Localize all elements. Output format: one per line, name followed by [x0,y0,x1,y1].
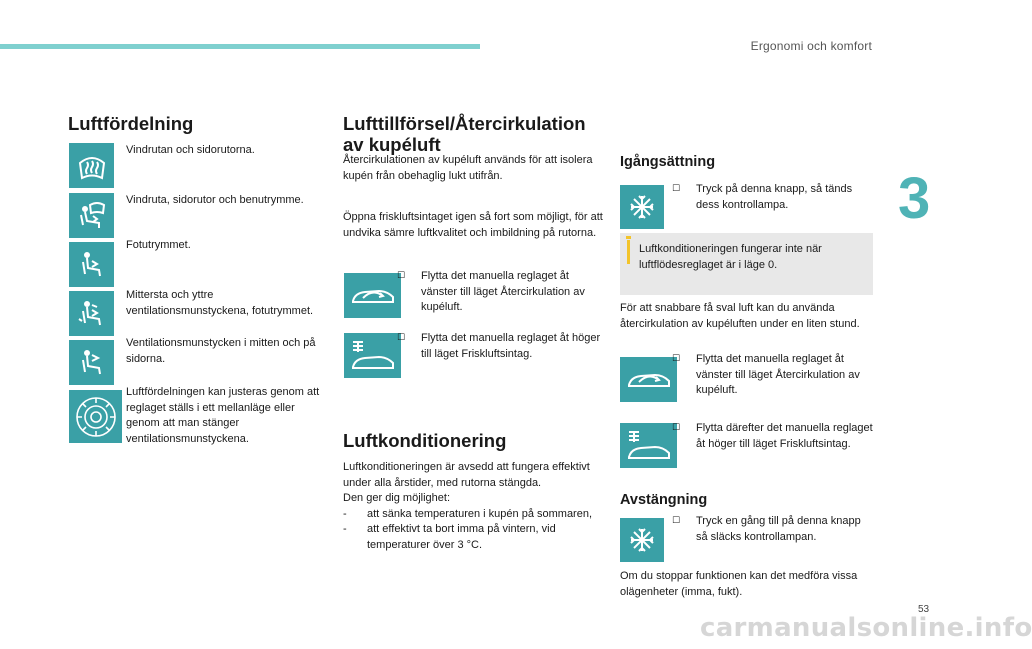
windshield-defrost-icon [69,143,114,188]
title-line: Lufttillförsel/Återcirkulation [343,113,586,134]
list-item: - att sänka temperaturen i kupén på sommaren, [343,507,593,520]
bullet-recirculation [672,352,877,399]
bullet-fresh-air [672,421,877,452]
section-header: Ergonomi och komfort [750,39,872,53]
checkbox-icon: ☐ [672,184,681,194]
header-accent-bar [0,44,480,49]
list-item-text: att sänka temperaturen i kupén på sommaren, [367,507,593,520]
ac-benefit-intro: Den ger dig möjlighet: [343,492,451,504]
bullet-text: Flytta det manuella reglaget åt vänster till läget Återcirkulation av kupéluft. [421,270,585,313]
ac-button-icon [620,185,664,229]
chapter-number: 3 [898,166,931,231]
ac-benefit-list [343,507,603,554]
stop-paragraph: Om du stoppar funktionen kan det medföra vissa olägenheter (imma, fukt). [620,570,858,598]
fresh-air-paragraph: Öppna friskluftsintaget igen så fort som möjligt, för att undvika sämre luftkvalitet och imbildning på rutorna. [343,211,603,239]
bullet-start [672,182,872,213]
checkbox-icon: ☐ [397,271,406,281]
section-title-avstangning: Avstängning [620,492,708,508]
section-title-igangsattning: Igångsättning [620,154,716,170]
windshield-feet-icon [69,193,114,238]
info-box [620,233,873,295]
vents-feet-icon [69,291,114,336]
info-icon-bar [627,240,630,264]
item-text: Mittersta och yttre ventilationsmunstyckena, fotutrymmet. [126,289,314,317]
checkbox-icon: ☐ [672,354,681,364]
intro-paragraph: Återcirkulationen av kupéluft används för att isolera kupén från obehaglig lukt utifrån. [343,154,593,182]
page-number: 53 [918,604,930,615]
section-title-lufttillforsel [343,113,586,155]
quick-cool-paragraph: För att snabbare få sval luft kan du använda återcirkulation av kupéluften under en liten stund. [620,302,860,330]
bullet-text: Flytta därefter det manuella reglaget åt höger till läget Friskluftsintag. [696,422,873,450]
checkbox-icon: ☐ [672,516,681,526]
section-title-luftkonditionering: Luftkonditionering [343,430,507,451]
fresh-air-icon [620,423,677,468]
vents-airflow-icon [69,340,114,385]
bullet-recirculation [397,269,602,316]
bullet-text: Tryck på denna knapp, så tänds dess kontrollampa. [696,183,853,211]
feet-airflow-icon [69,242,114,287]
checkbox-icon: ☐ [672,423,681,433]
item-text: Ventilationsmunstycken i mitten och på sidorna. [126,337,316,365]
checkbox-icon: ☐ [397,333,406,343]
ac-button-icon [620,518,664,562]
list-item-text: att effektivt ta bort imma på vintern, vid temperaturer över 3 °C. [367,523,556,551]
item-text: Luftfördelningen kan justeras genom att reglaget ställs i ett mellanläge eller genom att man stänger ventilationsmunstyckena. [126,386,320,445]
title-line: av kupéluft [343,134,441,155]
watermark: carmanualsonline.info [700,613,1032,643]
list-item: - att effektivt ta bort imma på vintern, vid temperaturer över 3 °C. [343,523,556,551]
fresh-air-icon [344,333,401,378]
bullet-text: Flytta det manuella reglaget åt höger till läget Friskluftsintag. [421,332,601,360]
recirculation-icon [620,357,677,402]
ac-paragraph [343,460,603,553]
distribution-dial-icon [69,390,122,443]
info-text: Luftkonditioneringen fungerar inte när luftflödesreglaget är i läge 0. [639,243,822,271]
section-title-luftfordelning: Luftfördelning [68,113,194,134]
info-icon [626,236,631,239]
bullet-stop [672,514,872,545]
item-text: Vindrutan och sidorutorna. [126,144,255,156]
item-text: Fotutrymmet. [126,239,191,251]
item-text: Vindruta, sidorutor och benutrymme. [126,194,304,206]
ac-description: Luftkonditioneringen är avsedd att fungera effektivt under alla årstider, med rutorna stängda. [343,461,590,489]
bullet-text: Tryck en gång till på denna knapp så släcks kontrollampan. [696,515,861,543]
bullet-text: Flytta det manuella reglaget åt vänster till läget Återcirkulation av kupéluft. [696,353,860,396]
recirculation-icon [344,273,401,318]
bullet-fresh-air [397,331,602,362]
